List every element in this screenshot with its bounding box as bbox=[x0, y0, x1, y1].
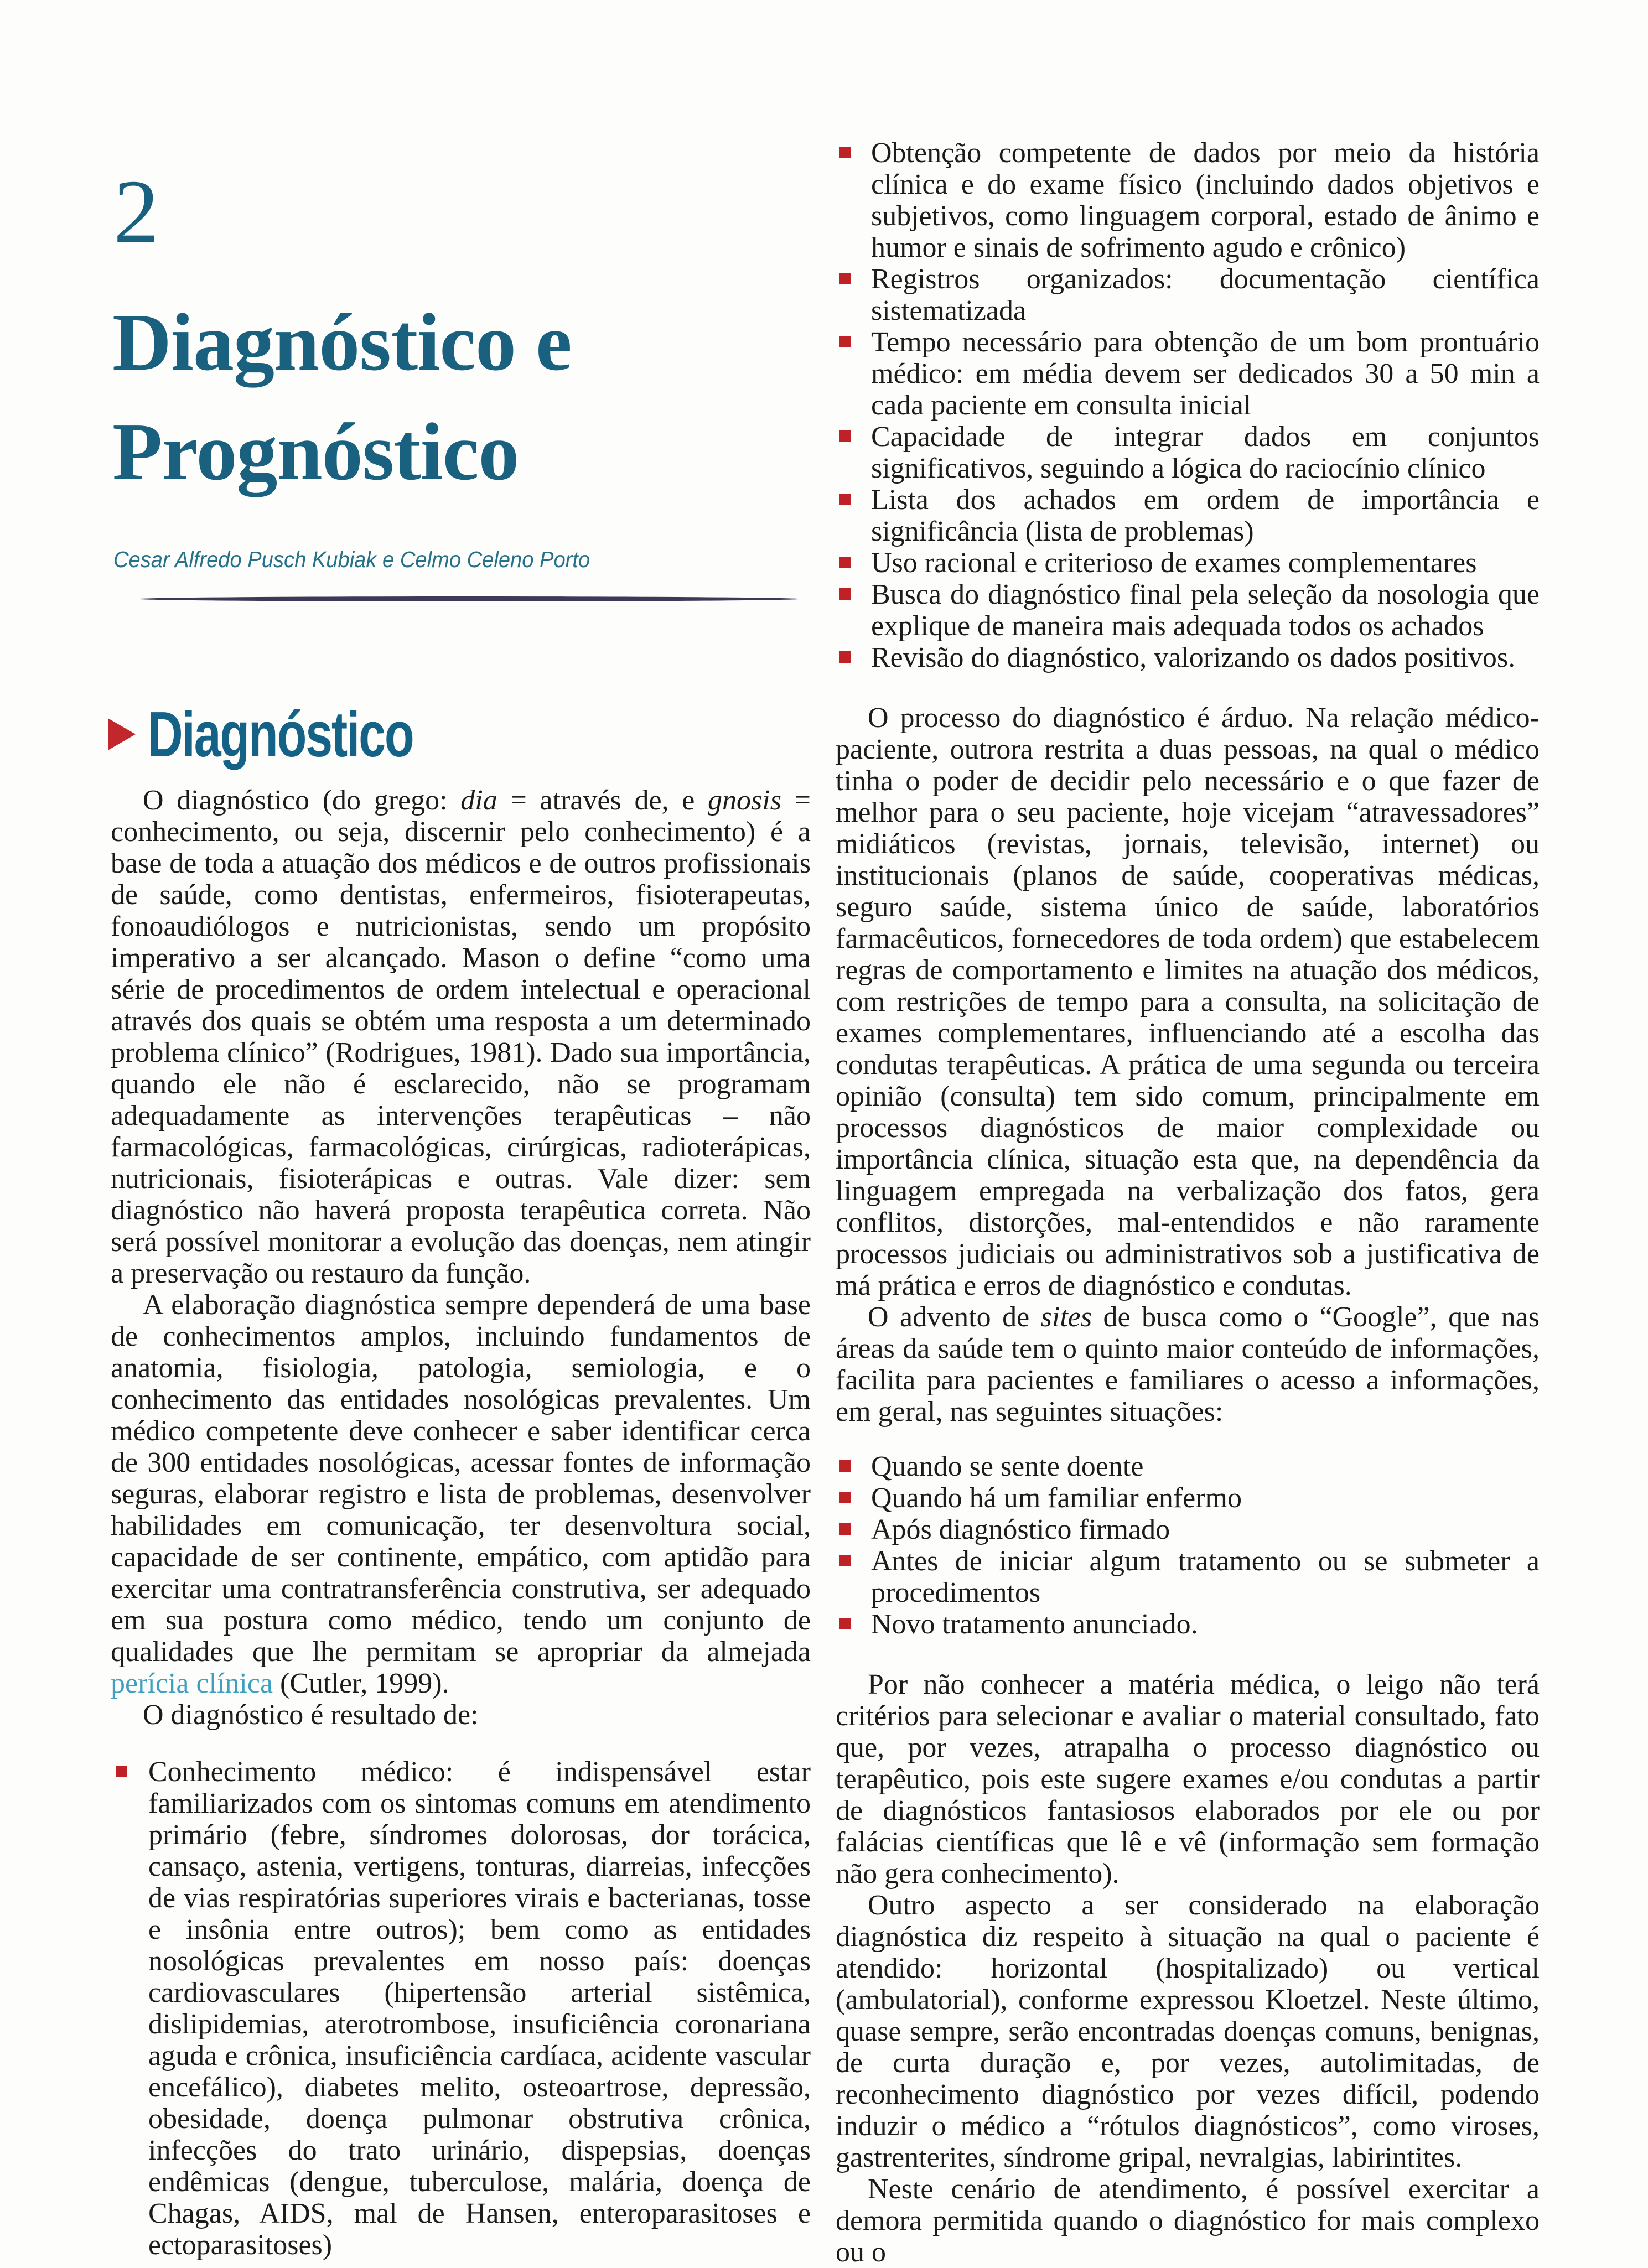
list-item: Antes de iniciar algum tratamento ou se submeter a procedimentos bbox=[836, 1545, 1540, 1608]
list-item: Uso racional e criterioso de exames complementares bbox=[836, 547, 1540, 579]
section-title: Diagnóstico bbox=[148, 698, 413, 770]
knowledge-list bbox=[111, 1756, 811, 2261]
chapter-number: 2 bbox=[113, 161, 159, 262]
list-item: Revisão do diagnóstico, valorizando os dados positivos. bbox=[836, 642, 1540, 673]
body-paragraph: O advento de sites de busca como o “Google”, que nas áreas da saúde tem o quinto maior conteúdo de informações, facilita para pacientes e familiares o acesso a informações, em geral, nas seguintes situações: bbox=[836, 1301, 1540, 1428]
body-paragraph: O processo do diagnóstico é árduo. Na relação médico-paciente, outrora restrita a duas pessoas, na qual o médico tinha o poder de decidir pelo necessário e o que fazer de melhor para o seu paciente, hoje vicejam “atravessadores” midiáticos (revistas, jornais, televisão, internet) ou institucionais (planos de saúde, cooperativas médicas, seguro saúde, sistema único de saúde, laboratórios farmacêuticos, fornecedores de toda ordem) que estabelecem regras de comportamento e limites na atuação dos médicos, com restrições de tempo para a consulta, na solicitação de exames complementares, influenciando até a escolha das condutas terapêuticas. A prática de uma segunda ou terceira opinião (consulta) tem sido comum, principalmente em processos diagnósticos de maior complexidade ou importância clínica, situação esta que, na dependência da linguagem empregada na verbalização dos fatos, gera conflitos, distorções, mal-entendidos e não raramente processos judiciais ou administrativos sob a justificativa de má prática e erros de diagnóstico e condutas. bbox=[836, 702, 1540, 1301]
chapter-title-line2: Prognóstico bbox=[112, 407, 519, 497]
situations-list bbox=[836, 1451, 1540, 1640]
body-paragraph: A elaboração diagnóstica sempre dependerá de uma base de conhecimentos amplos, incluindo fundamentos de anatomia, fisiologia, patologia, semiologia, e o conhecimento das entidades nosológicas prevalentes. Um médico competente deve conhecer e saber identificar cerca de 300 entidades nosológicas, acessar fontes de informação seguras, elaborar registro e lista de problemas, desenvolver habilidades em comunicação, ter desenvoltura social, capacidade de ser continente, empático, com aptidão para exercitar uma contratransferência construtiva, ser adequado em sua postura como médico, tendo um conjunto de qualidades que lhe permitam se apropriar da almejada perícia clínica (Cutler, 1999). bbox=[111, 1289, 811, 1699]
list-item: Obtenção competente de dados por meio da história clínica e do exame físico (incluindo dados objetivos e subjetivos, como linguagem corporal, estado de ânimo e humor e sinais de sofrimento agudo e crônico) bbox=[836, 137, 1540, 263]
list-item: Tempo necessário para obtenção de um bom prontuário médico: em média devem ser dedicados 30 a 50 min a cada paciente em consulta inicial bbox=[836, 326, 1540, 421]
list-item: Quando há um familiar enfermo bbox=[836, 1482, 1540, 1514]
list-item: Quando se sente doente bbox=[836, 1451, 1540, 1482]
body-paragraph: Neste cenário de atendimento, é possível exercitar a demora permitida quando o diagnóstico for mais complexo ou o bbox=[836, 2173, 1540, 2268]
body-paragraph: Por não conhecer a matéria médica, o leigo não terá critérios para selecionar e avaliar o material consultado, fato que, por vezes, atrapalha o processo diagnóstico ou terapêutico, pois este sugere exames e/ou condutas a partir de diagnósticos fantasiosos elaborados por ele ou por falácias científicas que lê e vê (informação sem formação não gera conhecimento). bbox=[836, 1669, 1540, 1890]
body-paragraph: O diagnóstico é resultado de: bbox=[143, 1699, 479, 1731]
list-item: Capacidade de integrar dados em conjuntos significativos, seguindo a lógica do raciocínio clínico bbox=[836, 421, 1540, 484]
right-column bbox=[836, 137, 1540, 2268]
list-item: Conhecimento médico: é indispensável estar familiarizados com os sintomas comuns em atendimento primário (febre, síndromes dolorosas, dor torácica, cansaço, astenia, vertigens, tonturas, diarreias, infecções de vias respiratórias superiores virais e bacterianas, tosse e insônia entre outros); bem como as entidades nosológicas prevalentes em nosso país: doenças cardiovasculares (hipertensão arterial sistêmica, dislipidemias, aterotrombose, insuficiência coronariana aguda e crônica, insuficiência cardíaca, acidente vascular encefálico), diabetes melito, osteoartrose, depressão, obesidade, doença pulmonar obstrutiva crônica, infecções do trato urinário, dispepsias, doenças endêmicas (dengue, tuberculose, malária, doença de Chagas, AIDS, mal de Hansen, enteroparasitoses e ectoparasitoses) bbox=[111, 1756, 811, 2261]
list-item: Após diagnóstico firmado bbox=[836, 1514, 1540, 1545]
list-item: Registros organizados: documentação científica sistematizada bbox=[836, 263, 1540, 326]
list-item: Lista dos achados em ordem de importância e significância (lista de problemas) bbox=[836, 484, 1540, 547]
process-list bbox=[836, 137, 1540, 673]
red-arrow-icon bbox=[108, 718, 136, 750]
authors: Cesar Alfredo Pusch Kubiak e Celmo Celeno Porto bbox=[113, 547, 590, 572]
body-paragraph: Outro aspecto a ser considerado na elaboração diagnóstica diz respeito à situação na qual o paciente é atendido: horizontal (hospitalizado) ou vertical (ambulatorial), conforme expressou Kloetzel. Neste último, quase sempre, serão encontradas doenças comuns, benignas, de curta duração e, por vezes, autolimitadas, de reconhecimento diagnóstico por vezes difícil, podendo induzir o médico a “rótulos diagnósticos”, como viroses, gastrenterites, síndrome gripal, nevralgias, labirintites. bbox=[836, 1890, 1540, 2173]
list-item: Novo tratamento anunciado. bbox=[836, 1608, 1540, 1640]
header-divider bbox=[138, 596, 800, 601]
chapter-title-line1: Diagnóstico e bbox=[112, 297, 572, 388]
list-item: Busca do diagnóstico final pela seleção da nosologia que explique de maneira mais adequada todos os achados bbox=[836, 579, 1540, 642]
chapter-title bbox=[112, 288, 572, 507]
left-column bbox=[111, 785, 811, 2261]
body-paragraph: O diagnóstico (do grego: dia = através de, e gnosis = conhecimento, ou seja, discernir pelo conhecimento) é a base de toda a atuação dos médicos e de outros profissionais de saúde, como dentistas, enfermeiros, fisioterapeutas, fonoaudiólogos e nutricionistas, sendo um propósito imperativo a ser alcançado. Mason o define “como uma série de procedimentos de ordem intelectual e operacional através dos quais se obtém uma resposta a um determinado problema clínico” (Rodrigues, 1981). Dado sua importância, quando ele não é esclarecido, não se programam adequadamente as intervenções terapêuticas – não farmacológicas, farmacológicas, cirúrgicas, radioterápicas, nutricionais, fisioterápicas e outras. Vale dizer: sem diagnóstico não haverá proposta terapêutica correta. Não será possível monitorar a evolução das doenças, nem atingir a preservação ou restauro da função. bbox=[111, 785, 811, 1289]
